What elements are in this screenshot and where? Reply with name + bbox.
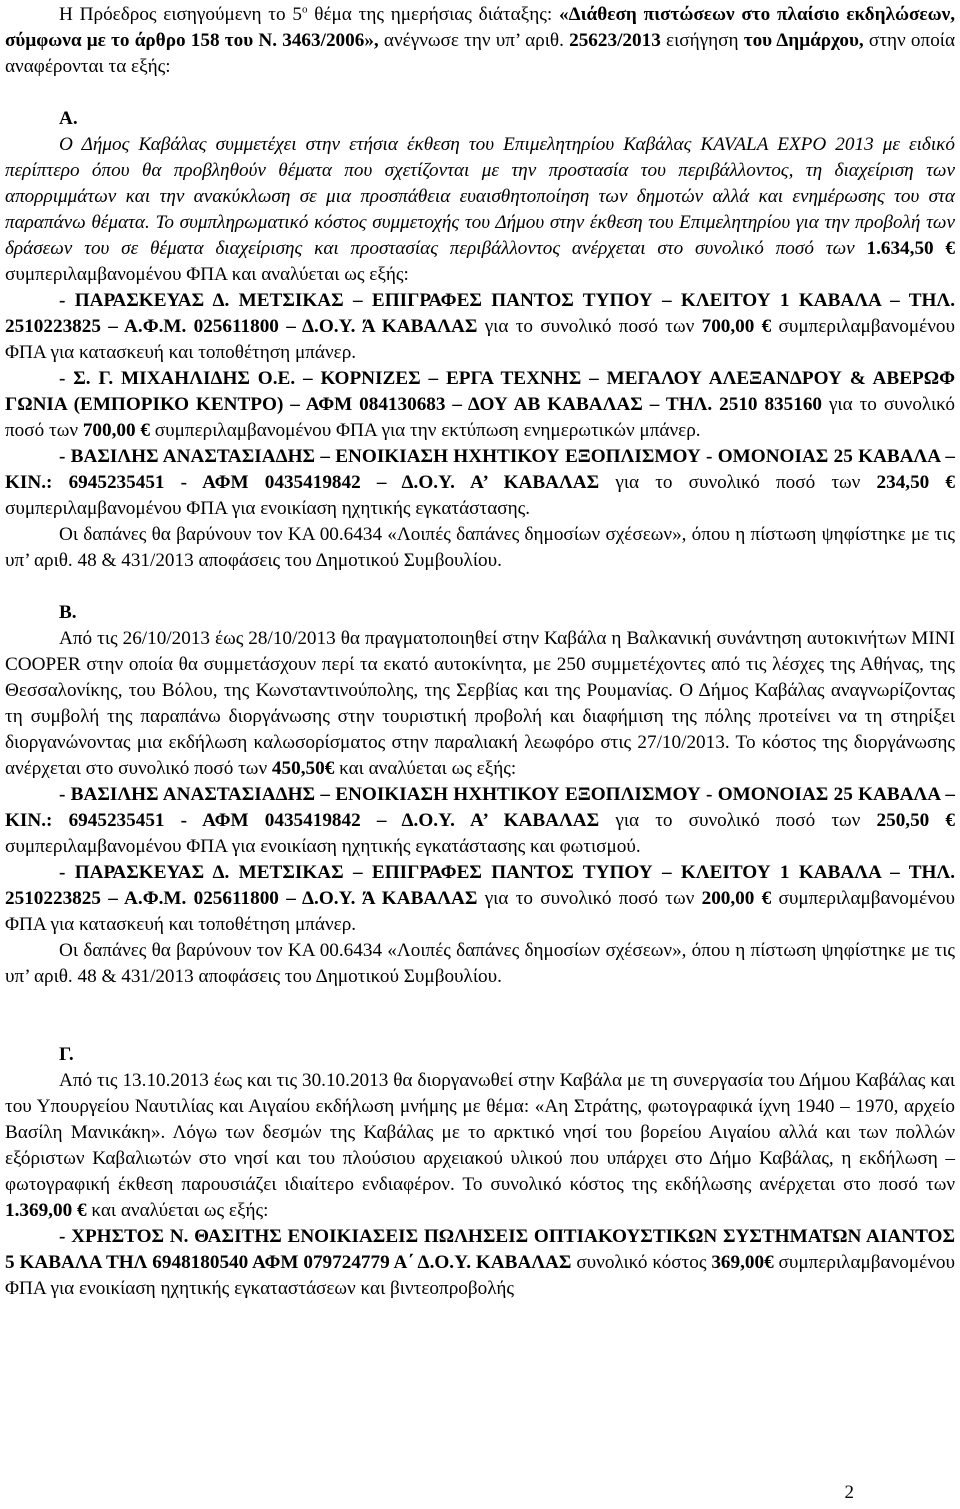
proposal-number: 25623/2013 xyxy=(569,30,661,51)
intro-paragraph xyxy=(5,2,955,80)
intro-text: εισήγηση xyxy=(660,30,744,51)
supplier-entry xyxy=(5,366,955,444)
supplier-name: - ΒΑΣΙΛΗΣ ΑΝΑΣΤΑΣΙΑΔΗΣ – ΕΝΟΙΚΙΑΣΗ ΗΧΗΤΙΚΟΥ ΕΞΟΠΛΙΣΜΟΥ - ΟΜΟΝΟΙΑΣ 25 ΚΑΒΑΛΑ – ΚΙΝ.: 6945235451 - ΑΦΜ 0435419842 – Δ.Ο.Υ. Α’ ΚΑΒΑΛΑΣ xyxy=(5,784,955,831)
ordinal-superscript: ο xyxy=(301,3,308,16)
supplier-amount: 700,00 € xyxy=(82,420,150,441)
supplier-entry xyxy=(5,444,955,522)
section-b-heading: Β. xyxy=(59,602,77,623)
supplier-text: συνολικό κόστος xyxy=(571,1252,712,1273)
section-a-italic-text: Το συμπληρωματικό κόστος συμμετοχής του Δήμου στην έκθεση του Επιμελητηρίου για την προβολή των δράσεων του σε θέματα διαχείρισης και προστασίας περιβάλλοντος ανέρχεται στο συνολικό ποσό των xyxy=(5,212,956,259)
supplier-entry xyxy=(5,860,955,938)
supplier-name: - ΒΑΣΙΛΗΣ ΑΝΑΣΤΑΣΙΑΔΗΣ – ΕΝΟΙΚΙΑΣΗ ΗΧΗΤΙΚΟΥ ΕΞΟΠΛΙΣΜΟΥ - ΟΜΟΝΟΙΑΣ 25 ΚΑΒΑΛΑ – ΚΙΝ.: 6945235451 - ΑΦΜ 0435419842 – Δ.Ο.Υ. Α’ ΚΑΒΑΛΑΣ xyxy=(5,446,955,493)
section-c-paragraph xyxy=(5,1068,955,1224)
expense-code-paragraph: Οι δαπάνες θα βαρύνουν τον ΚΑ 00.6434 «Λοιπές δαπάνες δημοσίων σχέσεων», όπου η πίστωση ψηφίστηκε με τις υπ’ αριθ. 48 & 431/2013 αποφάσεις του Δημοτικού Συμβουλίου. xyxy=(5,940,955,987)
agenda-item-title: «Διάθεση πιστώσεων στο πλαίσιο εκδηλώσεων, σύμφωνα με το άρθρο 158 του Ν. 3463/2006», xyxy=(5,4,955,51)
section-b-total: 450,50€ xyxy=(271,758,335,779)
supplier-text: για το συνολικό ποσό των xyxy=(477,316,702,337)
supplier-amount: 369,00€ xyxy=(711,1252,774,1273)
spacer xyxy=(5,990,955,1042)
section-a-tail: συμπεριλαμβανομένου ΦΠΑ και αναλύεται ως εξής: xyxy=(5,264,409,285)
section-c-tail: και αναλύεται ως εξής: xyxy=(86,1200,269,1221)
supplier-text: για το συνολικό ποσό των xyxy=(599,472,877,493)
supplier-amount: 250,50 € xyxy=(876,810,956,831)
supplier-entry xyxy=(5,1224,955,1302)
supplier-name: - ΧΡΗΣΤΟΣ Ν. ΘΑΣΙΤΗΣ ΕΝΟΙΚΙΑΣΕΙΣ ΠΩΛΗΣΕΙΣ ΟΠΤΙΑΚΟΥΣΤΙΚΩΝ ΣΥΣΤΗΜΑΤΩΝ ΑΙΑΝΤΟΣ 5 ΚΑΒΑΛΑ ΤΗΛ 6948180540 ΑΦΜ 079724779 Α΄ Δ.Ο.Υ. ΚΑΒΑΛΑΣ xyxy=(5,1226,955,1273)
supplier-name: - Σ. Γ. ΜΙΧΑΗΛΙΔΗΣ Ο.Ε. – ΚΟΡΝΙΖΕΣ – ΕΡΓΑ ΤΕΧΝΗΣ – ΜΕΓΑΛΟΥ ΑΛΕΞΑΝΔΡΟΥ & ΑΒΕΡΩΦ ΓΩΝΙΑ (ΕΜΠΟΡΙΚΟ ΚΕΝΤΡΟ) – ΑΦΜ 084130683 – ΔΟΥ ΑΒ ΚΑΒΑΛΑΣ – ΤΗΛ. 2510 835160 xyxy=(5,368,955,415)
intro-text: ανέγνωσε την υπ’ αριθ. xyxy=(378,30,570,51)
supplier-text: για το συνολικό ποσό των xyxy=(599,810,877,831)
supplier-name: - ΠΑΡΑΣΚΕΥΑΣ Δ. ΜΕΤΣΙΚΑΣ – ΕΠΙΓΡΑΦΕΣ ΠΑΝΤΟΣ ΤΥΠΟΥ – ΚΛΕΙΤΟΥ 1 ΚΑΒΑΛΑ – ΤΗΛ. 2510223825 – Α.Φ.Μ. 025611800 – Δ.Ο.Υ. Ά ΚΑΒΑΛΑΣ xyxy=(5,862,955,909)
section-c-heading: Γ. xyxy=(59,1044,74,1065)
supplier-text: συμπεριλαμβανομένου ΦΠΑ για ενοικίαση ηχητικής εγκατάστασης. xyxy=(5,498,531,519)
supplier-text: συμπεριλαμβανομένου ΦΠΑ για ενοικίαση ηχητικής εγκατάστασης και φωτισμού. xyxy=(5,836,641,857)
intro-text: Η Πρόεδρος εισηγούμενη το 5 xyxy=(59,4,302,25)
page-number: 2 xyxy=(844,1482,854,1503)
supplier-name: - ΠΑΡΑΣΚΕΥΑΣ Δ. ΜΕΤΣΙΚΑΣ – ΕΠΙΓΡΑΦΕΣ ΠΑΝΤΟΣ ΤΥΠΟΥ – ΚΛΕΙΤΟΥ 1 ΚΑΒΑΛΑ – ΤΗΛ. 2510223825 – Α.Φ.Μ. 025611800 – Δ.Ο.Υ. Ά ΚΑΒΑΛΑΣ xyxy=(5,290,955,337)
section-a-heading: Α. xyxy=(59,108,78,129)
section-a-paragraph xyxy=(5,132,955,288)
intro-text: θέμα της ημερήσιας διάταξης: xyxy=(307,4,559,25)
supplier-amount: 200,00 € xyxy=(701,888,772,909)
supplier-amount: 234,50 € xyxy=(876,472,956,493)
supplier-text: συμπεριλαμβανομένου ΦΠΑ για κατασκευή και τοποθέτηση μπάνερ. xyxy=(5,888,955,935)
supplier-text: για το συνολικό ποσό των xyxy=(5,394,956,441)
supplier-text: για το συνολικό ποσό των xyxy=(477,888,702,909)
section-a-italic-text: Ο Δήμος Καβάλας συμμετέχει στην ετήσια έκθεση του Επιμελητηρίου Καβάλας KAVALA EXPO 2013 με ειδικό περίπτερο όπου θα προβληθούν θέματα που σχετίζονται με την προστασία του περιβάλλοντος, τη διαχείριση των απορριμμάτων και την ανακύκλωση σε μια προσπάθεια ευαισθητοποίηση των δημοτών αλλά και ενημέρωσης του στα παραπάνω θέματα. xyxy=(5,134,955,233)
section-b-tail: και αναλύεται ως εξής: xyxy=(334,758,517,779)
supplier-entry xyxy=(5,288,955,366)
section-b-text: Από τις 26/10/2013 έως 28/10/2013 θα πραγματοποιηθεί στην Καβάλα η Βαλκανική συνάντηση αυτοκινήτων MINI COOPER στην οποία θα συμμετάσχουν περί τα εκατό αυτοκίνητα, με 250 συμμετέχοντες από τις λέσχες της Αθήνας, της Θεσσαλονίκης, του Βόλου, της Κωνσταντινούπολης, της Σερβίας και της Ρουμανίας. Ο Δήμος Καβάλας αναγνωρίζοντας τη συμβολή της παραπάνω διοργάνωσης στην τουριστική προβολή και διαφήμιση της πόλης προτείνει να τη στηρίξει διοργανώνοντας μια εκδήλωση καλωσορίσματος στην παραλιακή λεωφόρο στις 27/10/2013. Το κόστος της διοργάνωσης ανέρχεται στο συνολικό ποσό των xyxy=(5,628,955,779)
mayor-reference: του Δημάρχου, xyxy=(743,30,864,51)
intro-text: στην οποία αναφέρονται τα εξής: xyxy=(5,30,955,77)
section-b-paragraph xyxy=(5,626,955,782)
section-c-total: 1.369,00 € xyxy=(5,1200,87,1221)
supplier-text: συμπεριλαμβανομένου ΦΠΑ για κατασκευή και τοποθέτηση μπάνερ. xyxy=(5,316,955,363)
section-c-text: Από τις 13.10.2013 έως και τις 30.10.2013 θα διοργανωθεί στην Καβάλα με τη συνεργασία του Δήμου Καβάλας και του Υπουργείου Ναυτιλίας και Αιγαίου εκδήλωση μνήμης με θέμα: «Αη Στράτης, φωτογραφικά ίχνη 1940 – 1970, αρχείο Βασίλη Μανικάκη». Λόγω των δεσμών της Καβάλας με το αρκτικό νησί του βορείου Αιγαίου αλλά και των πολλών εξόριστων Καβαλιωτών στο νησί και του πλούσιου αρχειακού υλικού που υπάρχει στο Δήμο Καβάλας, η εκδήλωση – φωτογραφική έκθεση παρουσιάζει ιδιαίτερο ενδιαφέρον. Το συνολικό κόστος της εκδήλωσης ανέρχεται στο ποσό των xyxy=(5,1070,955,1195)
supplier-text: συμπεριλαμβανομένου ΦΠΑ για την εκτύπωση ενημερωτικών μπάνερ. xyxy=(149,420,701,441)
expense-code-paragraph: Οι δαπάνες θα βαρύνουν τον ΚΑ 00.6434 «Λοιπές δαπάνες δημοσίων σχέσεων», όπου η πίστωση ψηφίστηκε με τις υπ’ αριθ. 48 & 431/2013 αποφάσεις του Δημοτικού Συμβουλίου. xyxy=(5,524,955,571)
supplier-text: συμπεριλαμβανομένου ΦΠΑ για ενοικίαση ηχητικής εγκαταστάσεων και βιντεοπροβολής xyxy=(5,1252,955,1299)
supplier-entry xyxy=(5,782,955,860)
section-a-total: 1.634,50 € xyxy=(866,238,956,259)
supplier-amount: 700,00 € xyxy=(701,316,772,337)
spacer xyxy=(5,574,955,600)
